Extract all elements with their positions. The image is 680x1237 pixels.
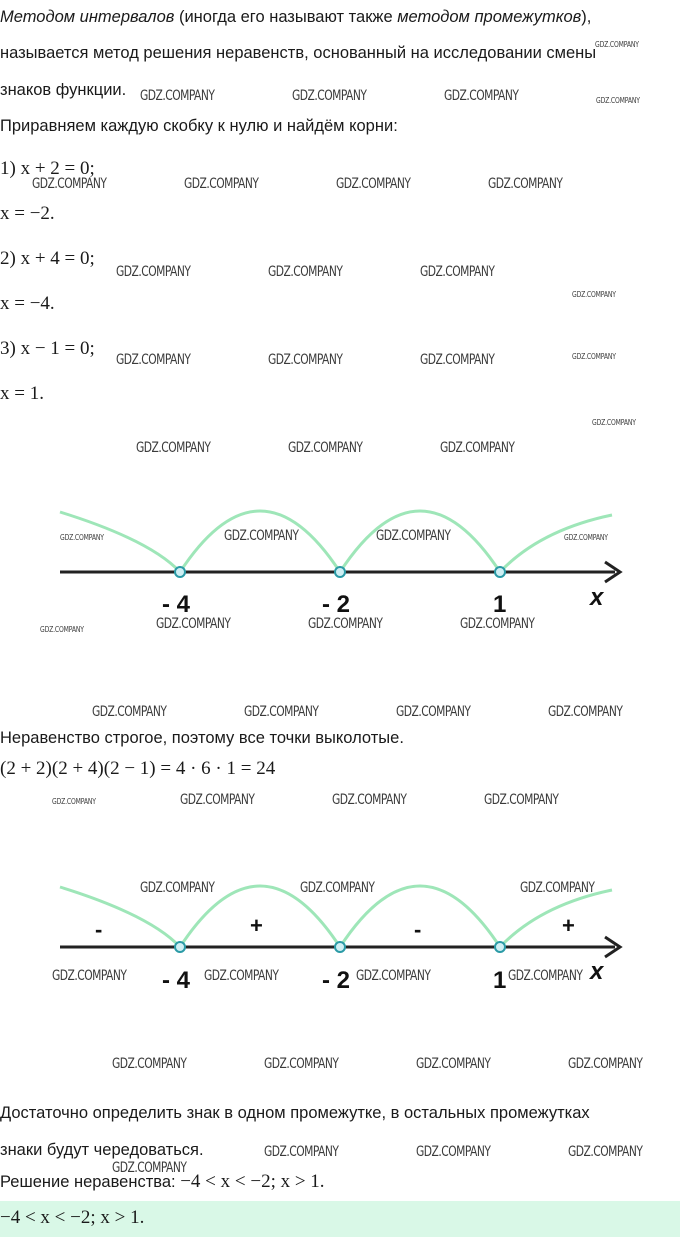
root-3: x = 1. (0, 383, 44, 404)
calculation: (2 + 2)(2 + 4)(2 − 1) = 4 · 6 · 1 = 24 (0, 758, 276, 779)
watermark: GDZ.COMPANY (52, 797, 96, 806)
label-minus-2: - 2 (322, 967, 351, 994)
root-2: x = −4. (0, 293, 55, 314)
watermark: GDZ.COMPANY (52, 968, 127, 984)
arc-left (60, 887, 180, 947)
watermark: GDZ.COMPANY (32, 176, 107, 192)
watermark: GDZ.COMPANY (416, 1144, 491, 1160)
axis-label-x: x (590, 584, 604, 611)
watermark: GDZ.COMPANY (112, 1056, 187, 1072)
watermark: GDZ.COMPANY (60, 533, 104, 542)
watermark: GDZ.COMPANY (564, 533, 608, 542)
arc-right (500, 515, 612, 572)
watermark: GDZ.COMPANY (332, 792, 407, 808)
root-1: x = −2. (0, 203, 55, 224)
watermark: GDZ.COMPANY (180, 792, 255, 808)
watermark: GDZ.COMPANY (264, 1144, 339, 1160)
watermark: GDZ.COMPANY (112, 1160, 187, 1176)
watermark: GDZ.COMPANY (156, 616, 231, 632)
watermark: GDZ.COMPANY (568, 1144, 643, 1160)
point-1 (495, 567, 505, 577)
number-line-1 (0, 500, 680, 620)
equation-2: 2) x + 4 = 0; (0, 248, 95, 269)
solution-label: Решение неравенства: (0, 1173, 181, 1191)
label-1: 1 (493, 591, 507, 618)
intro-text: (иногда его называют также (174, 8, 398, 26)
watermark: GDZ.COMPANY (568, 1056, 643, 1072)
alternation-text-2: знаки будут чередоваться. (0, 1141, 204, 1159)
strict-text: Неравенство строгое, поэтому все точки выколотые. (0, 729, 404, 747)
step-text: Приравняем каждую скобку к нулю и найдём корни: (0, 117, 398, 135)
watermark: GDZ.COMPANY (484, 792, 559, 808)
watermark: GDZ.COMPANY (396, 704, 471, 720)
point-minus-4 (175, 942, 185, 952)
watermark: GDZ.COMPANY (420, 264, 495, 280)
equation-1: 1) x + 2 = 0; (0, 158, 95, 179)
arc-right (500, 890, 612, 947)
watermark: GDZ.COMPANY (224, 528, 299, 544)
watermark: GDZ.COMPANY (300, 880, 375, 896)
intro-text-end: ), (581, 8, 592, 26)
point-minus-4 (175, 567, 185, 577)
alternation-text-1: Достаточно определить знак в одном промежутке, в остальных промежутках (0, 1104, 590, 1122)
watermark: GDZ.COMPANY (356, 968, 431, 984)
watermark: GDZ.COMPANY (40, 625, 84, 634)
sign-interval-2: + (250, 913, 263, 938)
watermark: GDZ.COMPANY (592, 418, 636, 427)
solution-value: −4 < x < −2; x > 1. (180, 1171, 325, 1192)
watermark: GDZ.COMPANY (288, 440, 363, 456)
answer-value: −4 < x < −2; x > 1. (0, 1207, 145, 1228)
watermark: GDZ.COMPANY (268, 264, 343, 280)
watermark: GDZ.COMPANY (184, 176, 259, 192)
point-minus-2 (335, 567, 345, 577)
intro-line-2: называется метод решения неравенств, основанный на исследовании смены (0, 44, 597, 62)
sign-interval-1: - (95, 917, 103, 942)
label-minus-2: - 2 (322, 591, 351, 618)
watermark: GDZ.COMPANY (416, 1056, 491, 1072)
term-gap-method: методом промежутков (397, 8, 582, 26)
watermark: GDZ.COMPANY (548, 704, 623, 720)
watermark: GDZ.COMPANY (488, 176, 563, 192)
watermark: GDZ.COMPANY (140, 880, 215, 896)
watermark: GDZ.COMPANY (508, 968, 583, 984)
axis-label-x: x (590, 958, 604, 985)
watermark: GDZ.COMPANY (520, 880, 595, 896)
watermark: GDZ.COMPANY (204, 968, 279, 984)
watermark: GDZ.COMPANY (376, 528, 451, 544)
sign-interval-4: + (562, 913, 575, 938)
watermark: GDZ.COMPANY (440, 440, 515, 456)
watermark: GDZ.COMPANY (336, 176, 411, 192)
watermark: GDZ.COMPANY (92, 704, 167, 720)
intro-line-3: знаков функции. (0, 81, 127, 99)
equation-3: 3) x − 1 = 0; (0, 338, 95, 359)
watermark: GDZ.COMPANY (244, 704, 319, 720)
watermark: GDZ.COMPANY (572, 290, 616, 299)
watermark: GDZ.COMPANY (595, 40, 639, 49)
watermark: GDZ.COMPANY (420, 352, 495, 368)
watermark: GDZ.COMPANY (572, 352, 616, 361)
term-interval-method: Методом интервалов (0, 8, 175, 26)
watermark: GDZ.COMPANY (136, 440, 211, 456)
watermark: GDZ.COMPANY (268, 352, 343, 368)
watermark: GDZ.COMPANY (308, 616, 383, 632)
watermark: GDZ.COMPANY (140, 88, 215, 104)
intro-line-1 (0, 6, 591, 28)
sign-interval-3: - (414, 917, 422, 942)
watermark: GDZ.COMPANY (460, 616, 535, 632)
watermark: GDZ.COMPANY (116, 264, 191, 280)
point-minus-2 (335, 942, 345, 952)
label-minus-4: - 4 (162, 591, 191, 618)
label-minus-4: - 4 (162, 967, 191, 994)
point-1 (495, 942, 505, 952)
watermark: GDZ.COMPANY (264, 1056, 339, 1072)
watermark: GDZ.COMPANY (116, 352, 191, 368)
watermark: GDZ.COMPANY (292, 88, 367, 104)
arc-left (60, 512, 180, 572)
watermark: GDZ.COMPANY (596, 96, 640, 105)
label-1: 1 (493, 967, 507, 994)
watermark: GDZ.COMPANY (444, 88, 519, 104)
